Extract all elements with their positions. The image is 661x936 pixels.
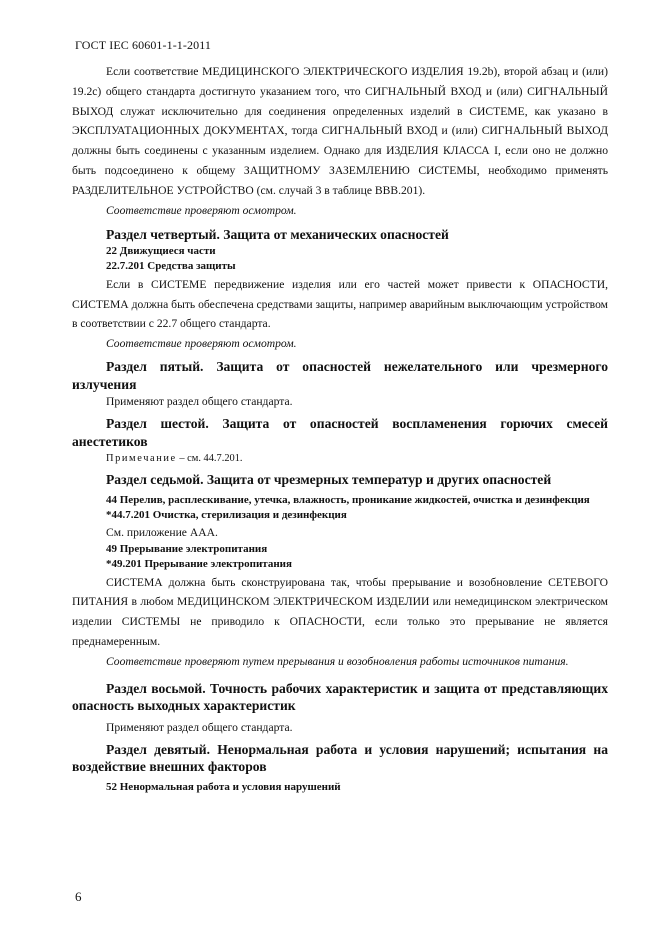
page-number: 6 [75,889,82,904]
clause-52-title: 52 Ненормальная работа и условия нарушений [106,780,341,793]
paragraph-moving-parts: Если в СИСТЕМЕ передвижение изделия или его частей может привести к ОПАСНОСТИ, СИСТЕМА должна быть обеспечена средствами защиты, например аварийным выключающим устройством в соответствии с 22.7 общего стандарта. [72,277,608,331]
section-9-title: Раздел девятый. Ненормальная работа и условия нарушений; испытания на воздействие внешних факторов [72,741,608,775]
section-5-title: Раздел пятый. Защита от опасностей нежелательного или чрезмерного излучения [72,359,608,392]
section-6-title: Раздел шестой. Защита от опасностей воспламенения горючих смесей анестетиков [72,416,608,449]
paragraph-power-interruption: СИСТЕМА должна быть сконструирована так, чтобы прерывание и возобновление СЕТЕВОГО ПИТАНИЯ в любом МЕДИЦИНСКОМ ЭЛЕКТРИЧЕСКОМ ИЗДЕЛИИ или немедицинском электрическом изделии СИСТЕМЫ не приводило к ОПАСНОСТИ, если только это прерывание не является преднамеренным. [72,575,608,648]
clause-44-7-201-title: *44.7.201 Очистка, стерилизация и дезинфекция [106,509,347,522]
note-label: Примечание [106,453,177,465]
clause-49-201-title: *49.201 Прерывание электропитания [106,558,292,571]
section-4-title: Раздел четвертый. Защита от механических опасностей [106,227,449,243]
paragraph-signal-io: Если соответствие МЕДИЦИНСКОГО ЭЛЕКТРИЧЕСКОГО ИЗДЕЛИЯ 19.2b), второй абзац и (или) 19.2c) общего стандарта достигнуто указанием того, что СИГНАЛЬНЫЙ ВХОД и (или) СИГНАЛЬНЫЙ ВЫХОД служат исключительно для соединения определенных изделий в СИСТЕМЕ, как указано в ЭКСПЛУАТАЦИОННЫХ ДОКУМЕНТАХ, тогда СИГНАЛЬНЫЙ ВХОД и (или) СИГНАЛЬНЫЙ ВЫХОД должны быть соединены с указанным изделием. Однако для ИЗДЕЛИЯ КЛАССА I, если оно не должно быть подсоединено к общему ЗАЩИТНОМУ ЗАЗЕМЛЕНИЮ СИСТЕМЫ, необходимо применять РАЗДЕЛИТЕЛЬНОЕ УСТРОЙСТВО (см. случай 3 в таблице ВВВ.201). [72,65,608,197]
note-text: – см. 44.7.201. [176,453,243,465]
clause-44-title: 44 Перелив, расплескивание, утечка, влажность, проникание жидкостей, очистка и дезинфекция [106,493,590,506]
clause-49-title: 49 Прерывание электропитания [106,542,268,555]
section-8-title: Раздел восьмой. Точность рабочих характеристик и защита от представляющих опасность выходных характеристик [72,680,608,714]
section-7-title: Раздел седьмой. Защита от чрезмерных температур и других опасностей [106,472,552,488]
clause-22-title: 22 Движущиеся части [106,244,216,257]
compliance-check-3: Соответствие проверяют путем прерывания и возобновления работы источников питания. [106,654,569,668]
section-8-apply: Применяют раздел общего стандарта. [106,720,293,734]
compliance-check-2: Соответствие проверяют осмотром. [106,337,297,351]
section-5-apply: Применяют раздел общего стандарта. [106,395,293,409]
section-6-note [72,450,608,467]
document-body [72,62,608,795]
compliance-check-1: Соответствие проверяют осмотром. [106,203,297,217]
document-header: ГОСТ IEC 60601-1-1-2011 [75,38,211,52]
see-annex-aaa: См. приложение ААА. [106,525,218,539]
clause-22-7-201-title: 22.7.201 Средства защиты [106,260,236,273]
